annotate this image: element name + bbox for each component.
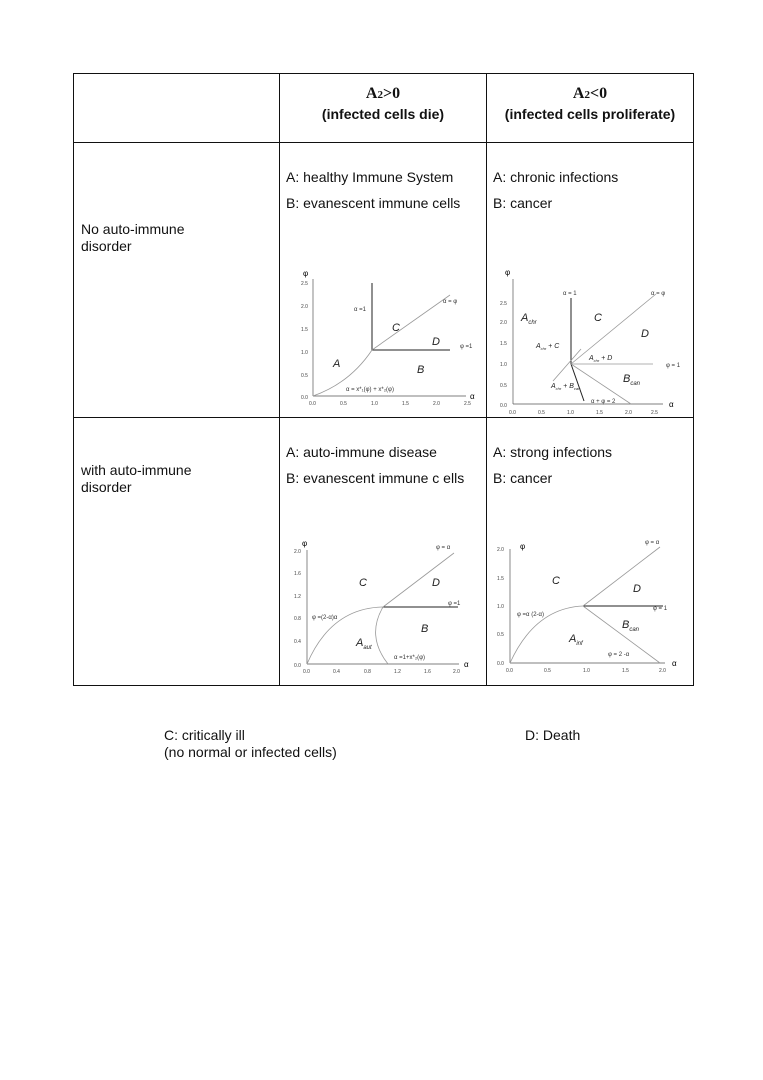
label-curve: φ =α (2-α) — [517, 612, 544, 618]
label-diagonal: α = φ — [443, 299, 458, 305]
region-b-text: B: cancer — [493, 470, 553, 486]
x-axis-label: α — [470, 392, 475, 401]
cell-healthy — [280, 143, 487, 418]
y-axis-label: φ — [303, 269, 309, 278]
label-alpha1: α =1 — [354, 307, 366, 313]
phase-table — [73, 73, 694, 686]
label-bottom: α =1+x*₂(φ) — [394, 655, 426, 661]
region-achr-c: $A_{chr} + C$ — [536, 343, 560, 351]
y-tick: 2.0 — [497, 547, 504, 553]
x-tick: 0.4 — [333, 669, 340, 675]
x-tick: 0.0 — [509, 410, 516, 416]
x-tick: 1.5 — [596, 410, 603, 416]
x-tick: 2.0 — [433, 401, 440, 407]
x-tick: 1.5 — [622, 668, 629, 674]
region-a-text: A: chronic infections — [493, 169, 619, 185]
x-axis-label: α — [672, 659, 677, 668]
y-tick: 2.0 — [500, 320, 507, 326]
header-empty-cell — [74, 74, 280, 143]
x-tick: 2.5 — [464, 401, 471, 407]
label-phi1: φ =1 — [448, 601, 461, 607]
y-tick: 0.0 — [497, 661, 504, 667]
x-tick: 1.5 — [402, 401, 409, 407]
y-tick: 0.8 — [294, 616, 301, 622]
region-c: C — [392, 322, 400, 334]
region-ainf: $A_{inf}$ — [569, 633, 583, 647]
y-tick: 2.0 — [294, 549, 301, 555]
y-tick: 1.6 — [294, 571, 301, 577]
region-c: C — [552, 575, 560, 587]
region-bcan: $B_{can}$ — [622, 619, 640, 633]
y-axis-label: φ — [302, 539, 308, 548]
x-tick: 0.0 — [309, 401, 316, 407]
y-tick: 1.0 — [500, 362, 507, 368]
x-tick: 0.0 — [303, 669, 310, 675]
x-tick: 0.8 — [364, 669, 371, 675]
y-tick: 0.5 — [301, 373, 308, 379]
region-a-text: A: strong infections — [493, 444, 613, 460]
x-tick: 2.0 — [453, 669, 460, 675]
region-achr-d: $A_{chr} + D$ — [589, 355, 613, 363]
row-label: No auto-immune disorder — [81, 221, 185, 254]
label-curve: φ =(2-α)α — [312, 615, 338, 621]
y-tick: 2.5 — [500, 301, 507, 307]
row-label-cell — [74, 143, 280, 418]
region-a: A — [333, 358, 341, 370]
label-diagonal: φ = α — [436, 545, 451, 551]
region-a-text: A: auto-immune disease — [286, 444, 437, 460]
legend-c — [164, 727, 337, 761]
y-axis-label: φ — [520, 542, 526, 551]
y-tick: 0.4 — [294, 639, 301, 645]
label-phi1: φ = 1 — [666, 363, 681, 369]
y-tick: 0.0 — [301, 395, 308, 401]
region-b: B — [421, 623, 429, 635]
x-tick: 0.5 — [340, 401, 347, 407]
y-tick: 0.0 — [500, 403, 507, 409]
region-d: D — [432, 577, 440, 589]
x-tick: 0.5 — [544, 668, 551, 674]
region-d: D — [641, 328, 649, 340]
region-achr: $A_{chr}$ — [521, 312, 537, 326]
y-tick: 0.0 — [294, 663, 301, 669]
phase-diagram — [495, 532, 687, 677]
region-aaut: $A_{aut}$ — [356, 637, 372, 651]
row-label: with auto-immune disorder — [81, 462, 192, 495]
label-alpha1: α = 1 — [563, 291, 577, 297]
header-subtitle: (infected cells die) — [321, 106, 445, 122]
x-axis-label: α — [669, 400, 674, 409]
region-b-text: B: evanescent immune cells — [286, 195, 461, 211]
header-a2-negative: A2<0 (infected cells proliferate) — [487, 74, 694, 143]
y-tick: 1.0 — [301, 350, 308, 356]
label-bottom: α + φ = 2 — [591, 399, 616, 405]
region-a-text: A: healthy Immune System — [286, 169, 454, 185]
region-d: D — [633, 583, 641, 595]
y-tick: 1.5 — [301, 327, 308, 333]
x-axis-label: α — [464, 660, 469, 669]
phase-diagram — [288, 265, 478, 410]
phase-diagram — [286, 536, 478, 681]
label-phi1: φ =1 — [460, 344, 473, 350]
header-subtitle: (infected cells proliferate) — [504, 106, 676, 122]
x-tick: 2.0 — [659, 668, 666, 674]
y-tick: 1.2 — [294, 594, 301, 600]
phase-diagram — [491, 261, 686, 416]
x-tick: 1.2 — [394, 669, 401, 675]
x-tick: 2.0 — [625, 410, 632, 416]
x-tick: 0.0 — [506, 668, 513, 674]
region-d: D — [432, 336, 440, 348]
x-tick: 0.5 — [538, 410, 545, 416]
header-a2-positive: A2>0 (infected cells die) — [280, 74, 487, 143]
region-b-text: B: evanescent immune c ells — [286, 470, 465, 486]
x-tick: 1.0 — [371, 401, 378, 407]
region-b: B — [417, 364, 425, 376]
x-tick: 1.6 — [424, 669, 431, 675]
cell-strong-infections — [487, 418, 694, 686]
label-diagonal: α = φ — [651, 291, 666, 297]
cell-autoimmune — [280, 418, 487, 686]
y-tick: 1.5 — [497, 576, 504, 582]
legend-c-line1: C: critically ill — [164, 727, 245, 743]
legend-d: D: Death — [525, 727, 581, 743]
y-tick: 1.0 — [497, 604, 504, 610]
x-tick: 1.0 — [583, 668, 590, 674]
region-c: C — [594, 312, 602, 324]
y-tick: 2.5 — [301, 281, 308, 287]
row-label-cell — [74, 418, 280, 686]
label-phi1: φ = 1 — [653, 606, 668, 612]
region-bcan: $B_{can}$ — [623, 373, 641, 387]
label-bottom: φ = 2 -α — [608, 652, 630, 658]
legend-c-line2: (no normal or infected cells) — [164, 744, 337, 760]
region-c: C — [359, 577, 367, 589]
region-b-text: B: cancer — [493, 195, 553, 211]
y-tick: 1.5 — [500, 341, 507, 347]
region-achr-bcan: $A_{chr} + B_{can}$ — [551, 383, 581, 391]
x-tick: 2.5 — [651, 410, 658, 416]
label-curve: α = x*₁(φ) + x*₂(φ) — [346, 387, 394, 393]
y-tick: 0.5 — [500, 383, 507, 389]
y-tick: 2.0 — [301, 304, 308, 310]
y-tick: 0.5 — [497, 632, 504, 638]
y-axis-label: φ — [505, 268, 511, 277]
label-diagonal: φ = α — [645, 540, 660, 546]
x-tick: 1.0 — [567, 410, 574, 416]
cell-chronic — [487, 143, 694, 418]
